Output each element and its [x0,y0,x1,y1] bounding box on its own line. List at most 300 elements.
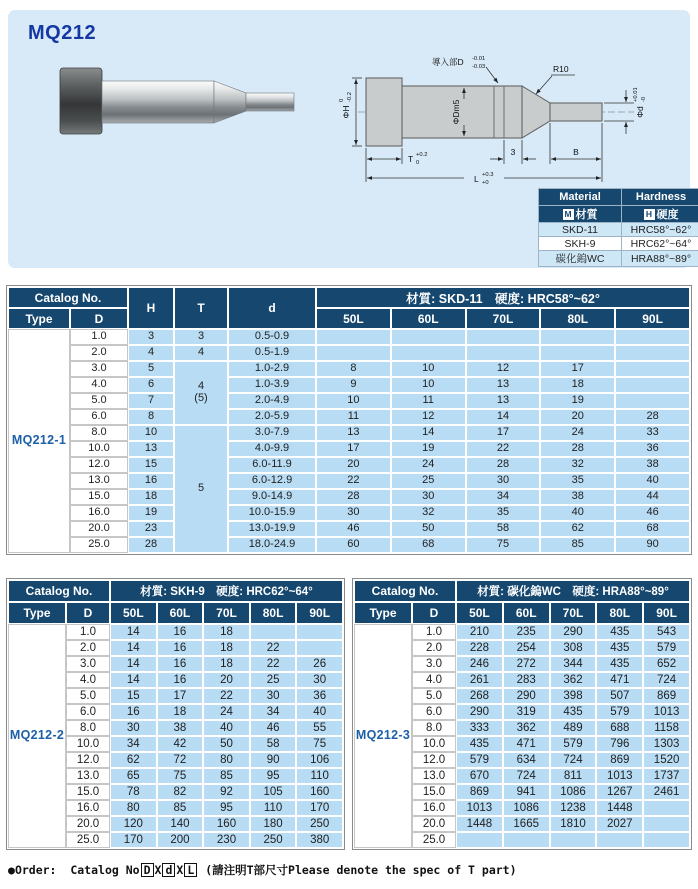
cell-D: 1.0 [67,625,109,639]
cell-T: 4 (5) [175,362,227,424]
cell-D: 16.0 [413,801,455,815]
cell-D: 4.0 [71,378,127,392]
cell-L: 10 [392,378,465,392]
cell-L: 36 [616,442,689,456]
material-name: SKH-9 [539,237,621,250]
cell-L: 106 [297,753,342,767]
cell-L: 1086 [551,785,596,799]
cell-L: 24 [541,426,614,440]
cell-L [297,625,342,639]
cell-L: 22 [251,641,296,655]
order-box-d: d [162,863,175,877]
hardness-header: Hardness [622,189,698,205]
cell-H: 13 [129,442,173,456]
cell-L: 105 [251,785,296,799]
cell-D: 12.0 [71,458,127,472]
cell-L: 95 [251,769,296,783]
svg-text:0: 0 [339,98,345,102]
cell-L: 14 [467,410,540,424]
dim-L-label: L [474,174,479,184]
cell-L [644,801,689,815]
cell-L [297,641,342,655]
cell-L: 30 [392,490,465,504]
cell-L: 95 [204,801,249,815]
cell-L [616,378,689,392]
cell-L: 435 [597,625,642,639]
col-50L-header: 50L [317,309,390,328]
cell-L: 75 [297,737,342,751]
cell-H: 19 [129,506,173,520]
cell-H: 8 [129,410,173,424]
type-header: Type [9,309,69,328]
cell-L: 579 [457,753,502,767]
col-T-header: T [175,288,227,328]
cell-L: 254 [504,641,549,655]
cell-L: 34 [251,705,296,719]
cell-L: 85 [541,538,614,552]
cell-L: 170 [297,801,342,815]
catalog-no-header: Catalog No. [9,288,127,307]
cell-L [392,346,465,360]
cell-D: 2.0 [67,641,109,655]
cell-L: 200 [158,833,203,847]
cell-d-range: 1.0-2.9 [229,362,315,376]
cell-L: 85 [158,801,203,815]
cell-d-range: 0.5-0.9 [229,330,315,344]
cell-D: 3.0 [71,362,127,376]
cell-T: 4 [175,346,227,360]
svg-text:ΦH: ΦH [341,105,351,119]
cell-D: 13.0 [413,769,455,783]
col-60L-header: 60L [504,603,549,623]
cell-L: 36 [297,689,342,703]
hardness-value: HRC58°~62° [622,223,698,236]
cell-L: 1086 [504,801,549,815]
cell-L: 362 [551,673,596,687]
cell-L: 1810 [551,817,596,831]
cell-L: 16 [158,625,203,639]
cell-H: 15 [129,458,173,472]
cell-L: 90 [251,753,296,767]
cell-L: 579 [551,737,596,751]
cell-H: 16 [129,474,173,488]
col-90L-header: 90L [616,309,689,328]
cell-D: 20.0 [413,817,455,831]
cell-L: 246 [457,657,502,671]
dim-phid-label [633,87,647,117]
cell-L [467,330,540,344]
type-value: MQ212-3 [355,728,411,743]
dim-lead-tol-bot: -0.03 [472,64,486,70]
cell-L: 19 [392,442,465,456]
type-header: Type [9,603,65,623]
cell-L: 16 [158,673,203,687]
col-60L-header: 60L [158,603,203,623]
cell-L: 46 [251,721,296,735]
cell-L: 78 [111,785,156,799]
cell-L: 32 [541,458,614,472]
cell-D: 10.0 [413,737,455,751]
cell-L: 1737 [644,769,689,783]
col-D-header: D [71,309,127,328]
cell-L: 160 [297,785,342,799]
cell-L: 58 [467,522,540,536]
cell-L: 17 [317,442,390,456]
cell-L: 308 [551,641,596,655]
cell-L: 75 [467,538,540,552]
table-row [9,346,689,360]
order-box-D: D [141,863,154,877]
cell-H: 10 [129,426,173,440]
cell-L: 60 [317,538,390,552]
product-header-panel [8,10,690,268]
cell-D: 8.0 [413,721,455,735]
cell-L: 507 [597,689,642,703]
cell-L: 30 [111,721,156,735]
cell-L: 1448 [457,817,502,831]
cell-L: 68 [392,538,465,552]
cell-L: 80 [204,753,249,767]
cell-L: 796 [597,737,642,751]
cell-L: 17 [158,689,203,703]
cell-L: 22 [251,657,296,671]
cell-D: 8.0 [71,426,127,440]
cell-L: 22 [467,442,540,456]
cell-L: 12 [392,410,465,424]
cell-H: 18 [129,490,173,504]
order-note-text: (請注明T部尺寸Please denote the spec of T part) [198,863,517,877]
cell-L: 362 [504,721,549,735]
cell-L: 811 [551,769,596,783]
cell-L: 235 [504,625,549,639]
cell-L: 543 [644,625,689,639]
cell-L: 11 [392,394,465,408]
cell-D: 10.0 [71,442,127,456]
cell-L: 28 [317,490,390,504]
cell-L [457,833,502,847]
cell-L: 14 [111,641,156,655]
cell-L: 28 [541,442,614,456]
cell-L: 1238 [551,801,596,815]
cell-L: 1267 [597,785,642,799]
cell-L: 40 [616,474,689,488]
svg-text:Φd: Φd [635,106,645,118]
spec-table-mq212-3 [352,578,692,850]
cell-L: 44 [616,490,689,504]
cell-D: 2.0 [71,346,127,360]
cell-L [644,817,689,831]
cell-L: 869 [597,753,642,767]
cell-L: 26 [297,657,342,671]
cell-L: 34 [467,490,540,504]
dim-T-tol-bot: 0 [416,160,420,166]
cell-d-range: 3.0-7.9 [229,426,315,440]
cell-L: 16 [111,705,156,719]
cell-D: 20.0 [71,522,127,536]
cell-d-range: 1.0-3.9 [229,378,315,392]
cell-H: 28 [129,538,173,552]
dim-lead-label: 導入部D [432,57,464,67]
dim-lead-tol-top: -0.01 [472,56,486,62]
cell-L [644,833,689,847]
cell-L: 2027 [597,817,642,831]
table-row [9,410,689,424]
cell-L: 290 [457,705,502,719]
table-row [9,362,689,376]
cell-L: 17 [467,426,540,440]
cell-L [467,346,540,360]
material-row [539,223,698,236]
cell-L: 40 [204,721,249,735]
cell-L: 471 [504,737,549,751]
cell-L: 250 [251,833,296,847]
technical-drawing [338,52,674,190]
cell-L: 435 [457,737,502,751]
table-row [9,426,689,440]
cell-H: 5 [129,362,173,376]
cell-D: 6.0 [71,410,127,424]
cell-L: 9 [317,378,390,392]
material-hardness-table [538,188,698,267]
cell-L: 1013 [457,801,502,815]
col-70L-header: 70L [551,603,596,623]
cell-L: 85 [204,769,249,783]
cell-L: 13 [317,426,390,440]
cell-d-range: 0.5-1.9 [229,346,315,360]
page-title: MQ212 [28,22,97,44]
col-90L-header: 90L [644,603,689,623]
order-x2: X [176,863,184,877]
cell-L [392,330,465,344]
cell-L: 1448 [597,801,642,815]
cell-L: 14 [392,426,465,440]
dim-B-label: B [573,147,579,157]
hardness-value: HRC62°~64° [622,237,698,250]
cell-D: 3.0 [413,657,455,671]
dim-phiH-label [339,92,353,118]
cell-d-range: 6.0-12.9 [229,474,315,488]
col-80L-header: 80L [541,309,614,328]
cell-L: 30 [251,689,296,703]
cell-L: 20 [317,458,390,472]
cell-L: 38 [616,458,689,472]
dim-r10-label: R10 [553,64,569,74]
cell-D: 8.0 [67,721,109,735]
cell-L: 55 [297,721,342,735]
material-badge: M [564,209,572,219]
cell-H: 7 [129,394,173,408]
cell-D: 25.0 [413,833,455,847]
cell-L: 28 [467,458,540,472]
cell-L: 62 [111,753,156,767]
cell-L: 579 [597,705,642,719]
cell-D: 5.0 [413,689,455,703]
cell-L [597,833,642,847]
cell-L: 14 [111,673,156,687]
cell-L: 46 [317,522,390,536]
cell-L: 30 [467,474,540,488]
cell-L: 16 [158,641,203,655]
cell-L: 30 [297,673,342,687]
cell-L: 22 [317,474,390,488]
material-spec-header: 材質: SKH-9 硬度: HRC62°~64° [111,581,342,601]
cell-L: 38 [541,490,614,504]
order-label: Order: [14,863,64,877]
table-row [9,474,689,488]
cell-L: 34 [111,737,156,751]
cell-L: 1303 [644,737,689,751]
cell-L: 20 [204,673,249,687]
table-row [355,625,689,639]
col-90L-header: 90L [297,603,342,623]
cell-L: 724 [644,673,689,687]
material-name: 碳化鎢WC [539,251,621,266]
cell-D: 16.0 [71,506,127,520]
dim-3-label: 3 [510,147,516,157]
cell-T: 5 [175,426,227,552]
material-row [539,251,698,266]
cell-L: 160 [204,817,249,831]
cell-L: 28 [616,410,689,424]
cell-L: 652 [644,657,689,671]
cell-L: 68 [616,522,689,536]
cell-L: 344 [551,657,596,671]
cell-L: 80 [111,801,156,815]
pin-tip-shape [550,103,602,121]
cell-L: 230 [204,833,249,847]
cell-L [541,346,614,360]
cell-d-range: 4.0-9.9 [229,442,315,456]
table-row [9,330,689,344]
cell-L: 489 [551,721,596,735]
cell-d-range: 2.0-5.9 [229,410,315,424]
cell-L: 1520 [644,753,689,767]
cell-L: 2461 [644,785,689,799]
type-cell [355,625,411,847]
cell-L: 18 [204,657,249,671]
material-spec-header: 材質: SKD-11 硬度: HRC58°~62° [317,288,689,307]
cell-D: 2.0 [413,641,455,655]
cell-L: 634 [504,753,549,767]
cell-L: 92 [204,785,249,799]
cell-D: 6.0 [413,705,455,719]
col-d-header: d [229,288,315,328]
cell-D: 20.0 [67,817,109,831]
cell-L: 18 [158,705,203,719]
cell-L: 18 [204,625,249,639]
material-row [539,237,698,250]
col-H-header: H [129,288,173,328]
cell-D: 15.0 [71,490,127,504]
cell-D: 1.0 [413,625,455,639]
cell-L [251,625,296,639]
cell-L: 250 [297,817,342,831]
cell-D: 4.0 [67,673,109,687]
cell-L: 62 [541,522,614,536]
cell-L: 40 [541,506,614,520]
cell-d-range: 13.0-19.9 [229,522,315,536]
cell-T: 3 [175,330,227,344]
cell-D: 15.0 [413,785,455,799]
cell-L [317,330,390,344]
cell-L: 82 [158,785,203,799]
cell-L: 333 [457,721,502,735]
cell-D: 15.0 [67,785,109,799]
cell-L: 579 [644,641,689,655]
cell-L: 110 [297,769,342,783]
cell-L: 12 [467,362,540,376]
table-row [9,442,689,456]
cell-L: 35 [541,474,614,488]
cell-L: 58 [251,737,296,751]
dim-T-label: T [408,154,414,164]
cell-L: 398 [551,689,596,703]
cell-L: 24 [204,705,249,719]
cell-L: 140 [158,817,203,831]
cell-D: 16.0 [67,801,109,815]
cell-H: 4 [129,346,173,360]
spec-table-mq212-2 [6,578,345,850]
cell-L: 688 [597,721,642,735]
cell-L: 261 [457,673,502,687]
cell-L: 72 [158,753,203,767]
col-70L-header: 70L [204,603,249,623]
cell-D: 13.0 [67,769,109,783]
table-row [9,625,342,639]
dim-T-tol-top: +0.2 [416,152,428,158]
col-80L-header: 80L [251,603,296,623]
material-header: Material [539,189,621,205]
cell-L [616,330,689,344]
cell-L [551,833,596,847]
order-box-L: L [184,863,197,877]
cell-L: 10 [317,394,390,408]
material-name: SKD-11 [539,223,621,236]
cell-L: 290 [504,689,549,703]
col-50L-header: 50L [457,603,502,623]
cell-L: 941 [504,785,549,799]
table-row [9,490,689,504]
cell-L: 724 [504,769,549,783]
cell-L: 33 [616,426,689,440]
cell-D: 5.0 [71,394,127,408]
type-header: Type [355,603,411,623]
cell-L: 15 [111,689,156,703]
col-D-header: D [67,603,109,623]
cell-L [616,346,689,360]
cell-L: 25 [251,673,296,687]
product-photo [58,64,298,140]
cell-L: 20 [541,410,614,424]
cell-L: 50 [392,522,465,536]
cell-L: 380 [297,833,342,847]
cell-L: 10 [392,362,465,376]
pin-head-shape [366,78,402,146]
svg-text:-0.2: -0.2 [347,92,353,102]
cell-L: 869 [644,689,689,703]
hardness-sub-header: H 硬度 [622,206,698,222]
dim-phiDm5-label: ΦDm5 [451,99,461,125]
type-cell [9,330,69,552]
type-value: MQ212-2 [9,728,65,743]
col-80L-header: 80L [597,603,642,623]
cell-L [616,394,689,408]
cell-L: 35 [467,506,540,520]
cell-L: 38 [158,721,203,735]
cell-L: 42 [158,737,203,751]
cell-L: 724 [551,753,596,767]
cell-L: 170 [111,833,156,847]
